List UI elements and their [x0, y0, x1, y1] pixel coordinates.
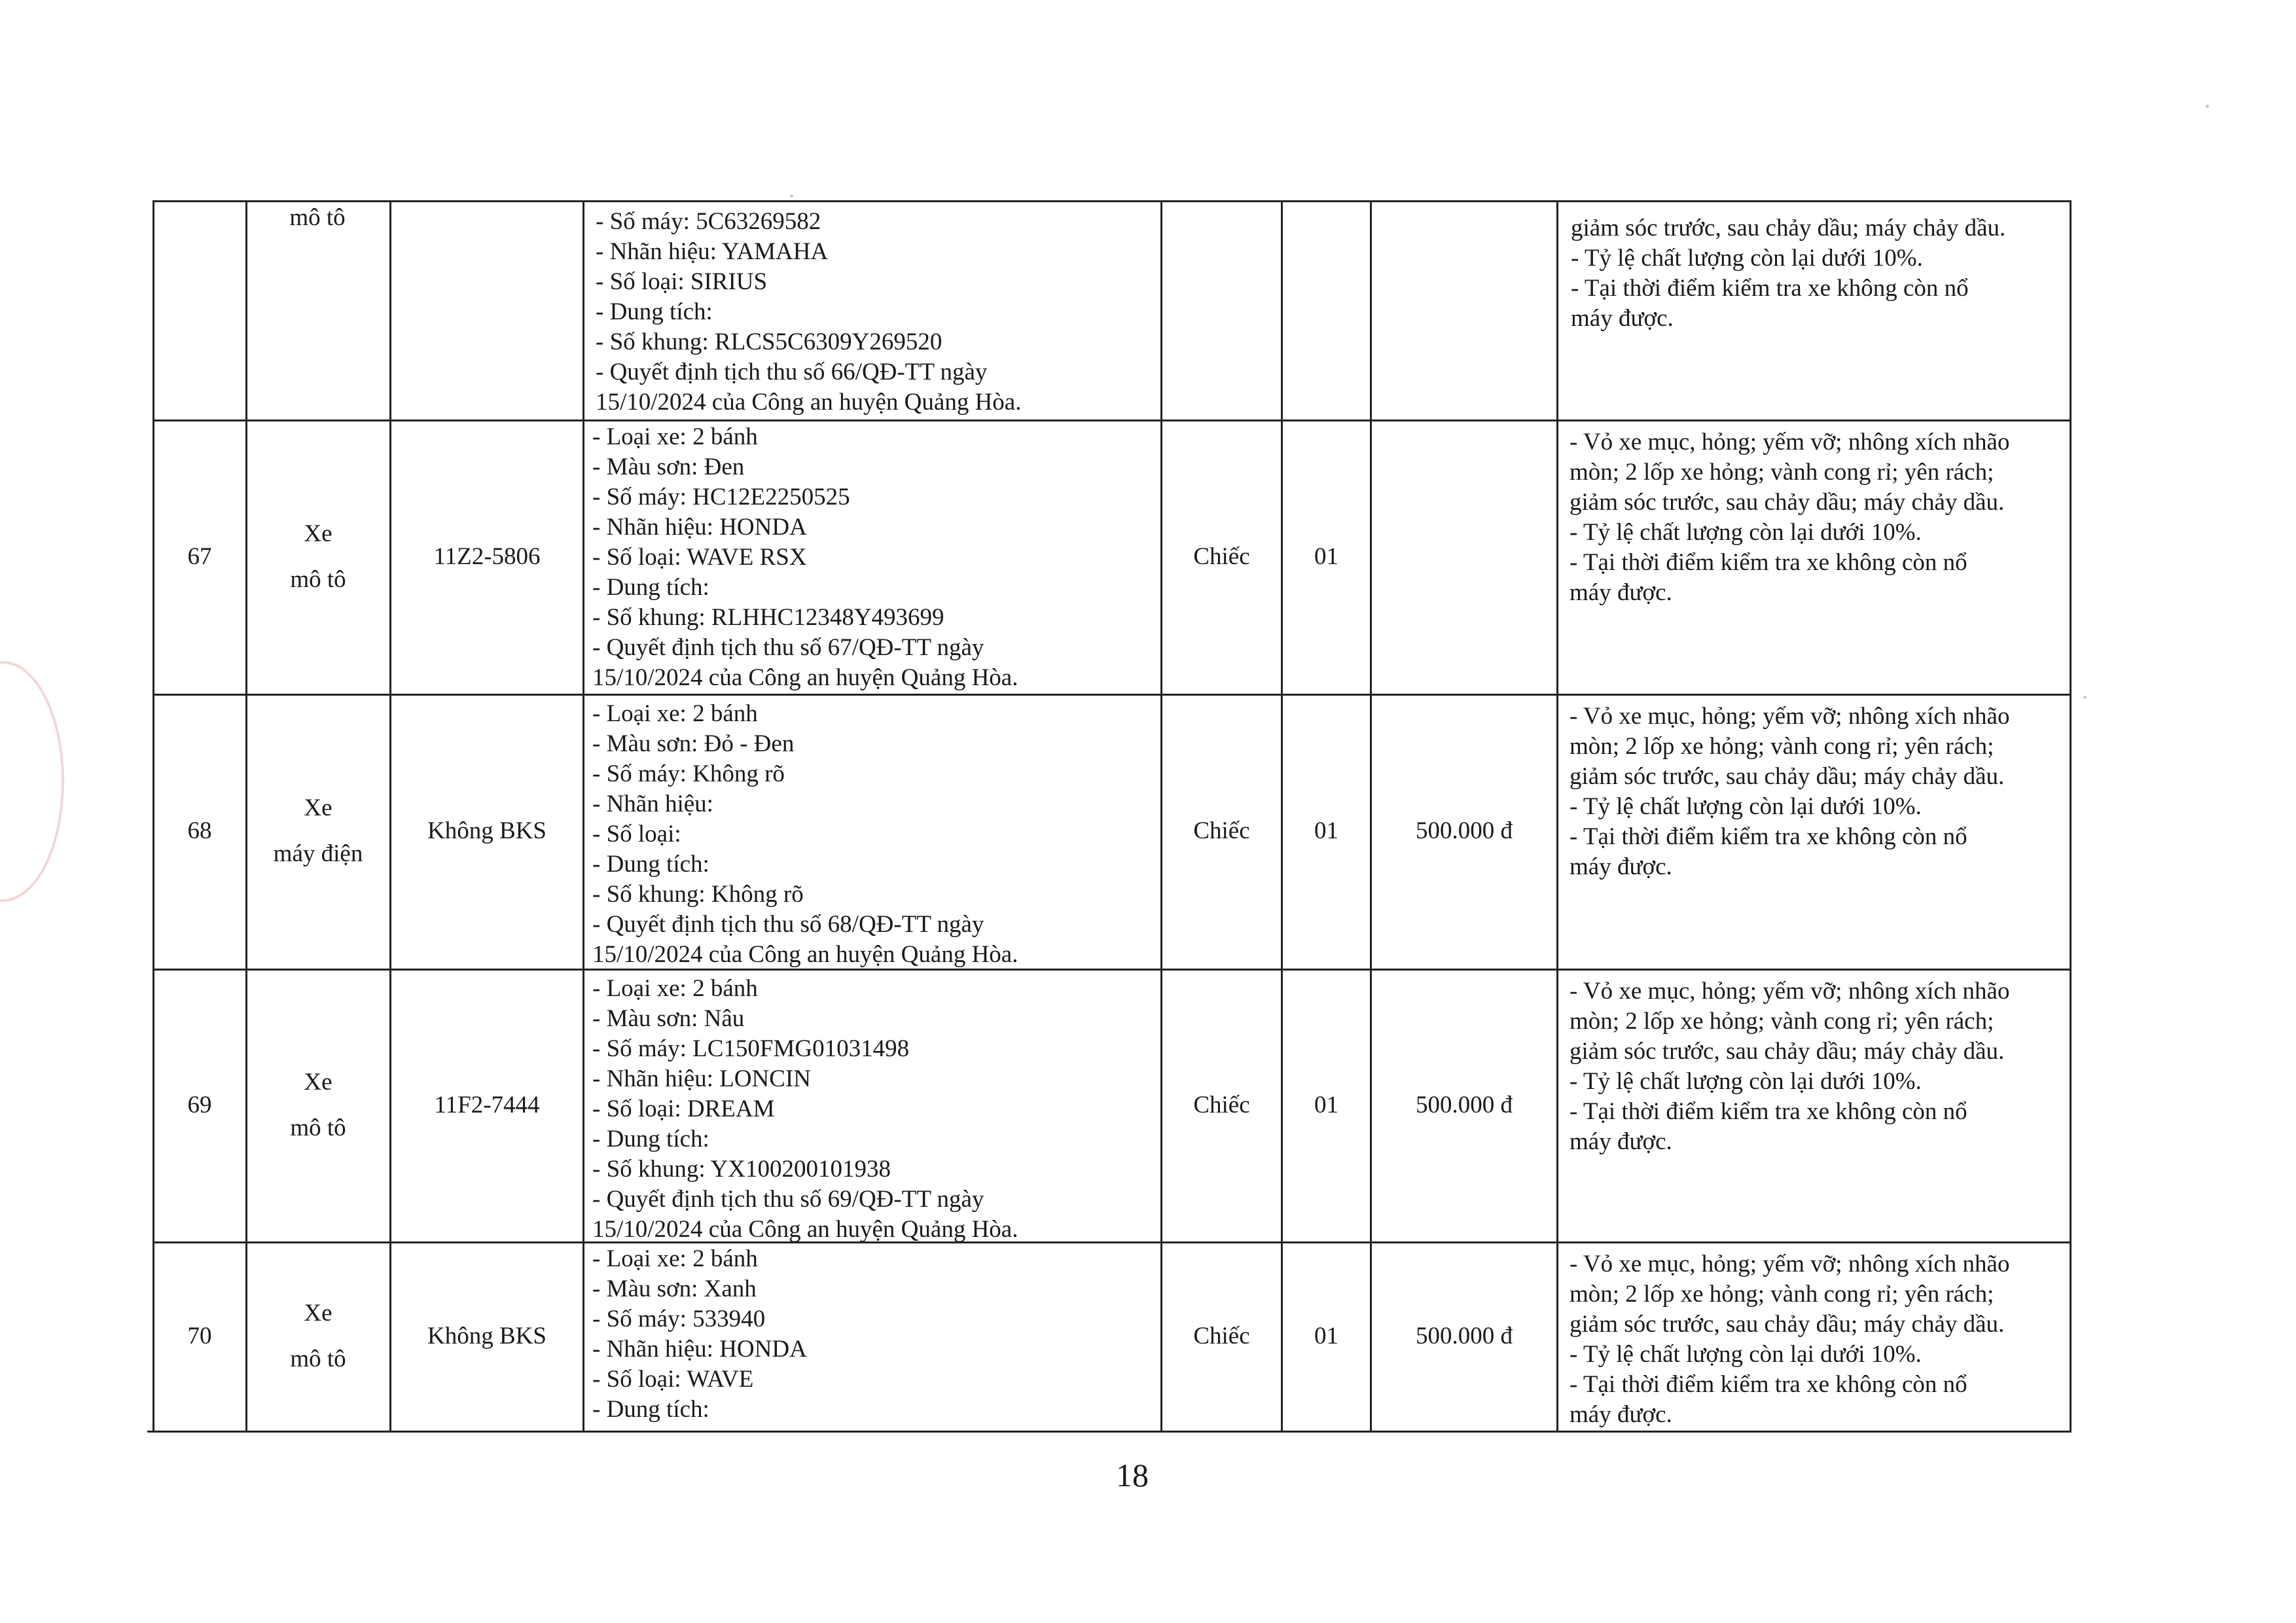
condition-line: giảm sóc trước, sau chảy dầu; máy chảy dầu. — [1570, 1311, 2005, 1338]
plate-cell — [391, 419, 583, 694]
price-cell — [1372, 694, 1556, 969]
price: 500.000 đ — [1416, 817, 1513, 844]
condition-line: mòn; 2 lốp xe hỏng; vành cong rỉ; yên rách; — [1570, 1008, 1994, 1035]
description-line: - Số máy: Không rõ — [592, 760, 785, 787]
license-plate: Không BKS — [427, 1322, 547, 1349]
description-line: - Số máy: 533940 — [592, 1306, 766, 1332]
qty-cell — [1283, 694, 1370, 969]
stt-cell — [154, 969, 245, 1241]
condition-line: mòn; 2 lốp xe hỏng; vành cong rỉ; yên rách; — [1570, 1281, 1994, 1308]
description-line: - Nhãn hiệu: HONDA — [592, 1336, 807, 1363]
top-row-condition — [1571, 213, 2068, 334]
description-line: - Dung tích: — [592, 1126, 709, 1152]
condition-line: - Vỏ xe mục, hỏng; yếm vỡ; nhông xích nhão — [1570, 1251, 2010, 1277]
condition-line: - Tỷ lệ chất lượng còn lại dưới 10%. — [1570, 1068, 1922, 1095]
description-line: - Loại xe: 2 bánh — [592, 975, 758, 1002]
condition-line: mòn; 2 lốp xe hỏng; vành cong rỉ; yên rách; — [1570, 733, 1994, 760]
price: 500.000 đ — [1416, 1322, 1513, 1349]
description-line: - Số loại: WAVE RSX — [592, 544, 807, 571]
description-line: - Màu sơn: Xanh — [592, 1275, 757, 1302]
description-line: - Màu sơn: Đỏ - Đen — [592, 730, 795, 757]
type-line: mô tô — [290, 565, 346, 593]
description-line: - Số máy: LC150FMG01031498 — [592, 1035, 910, 1062]
description-line: - Nhãn hiệu: HONDA — [592, 514, 807, 541]
license-plate: 11Z2-5806 — [433, 543, 541, 570]
condition-line: - Vỏ xe mục, hỏng; yếm vỡ; nhông xích nhão — [1570, 978, 2010, 1005]
plate-cell — [391, 1241, 583, 1431]
unit-cell — [1162, 1241, 1281, 1431]
row-number: 70 — [187, 1322, 212, 1349]
description-line: 15/10/2024 của Công an huyện Quảng Hòa. — [592, 941, 1018, 968]
condition-cell — [1570, 694, 2068, 969]
unit-cell — [1162, 969, 1281, 1241]
type-line: mô tô — [290, 1114, 346, 1141]
description-line: - Số máy: HC12E2250525 — [592, 484, 850, 510]
condition-line: máy được. — [1570, 1401, 1672, 1428]
license-plate: Không BKS — [427, 817, 547, 844]
unit: Chiếc — [1193, 817, 1250, 844]
type-line: Xe — [304, 794, 332, 821]
price-cell — [1372, 1241, 1556, 1431]
condition-line: - Vỏ xe mục, hỏng; yếm vỡ; nhông xích nhão — [1570, 703, 2010, 730]
price-cell — [1372, 969, 1556, 1241]
quantity: 01 — [1314, 543, 1338, 570]
description-line: - Dung tích: — [592, 851, 709, 878]
description-line: - Dung tích: — [596, 298, 713, 325]
description-line: - Số khung: Không rõ — [592, 881, 804, 908]
qty-cell — [1283, 1241, 1370, 1431]
condition-cell — [1570, 969, 2068, 1241]
quantity: 01 — [1314, 817, 1338, 844]
plate-cell — [391, 969, 583, 1241]
stt-cell — [154, 694, 245, 969]
type-line: Xe — [304, 1299, 332, 1327]
description-line: - Loại xe: 2 bánh — [592, 1245, 758, 1272]
description-cell — [592, 694, 1158, 969]
page-number: 18 — [1116, 1457, 1149, 1493]
description-line: - Loại xe: 2 bánh — [592, 423, 758, 450]
condition-line: - Tỷ lệ chất lượng còn lại dưới 10%. — [1570, 1341, 1922, 1368]
unit: Chiếc — [1193, 1322, 1250, 1349]
top-row-type — [249, 203, 386, 233]
description-line: 15/10/2024 của Công an huyện Quảng Hòa. — [596, 389, 1022, 416]
description-line: - Số loại: SIRIUS — [596, 268, 768, 295]
price: 500.000 đ — [1416, 1091, 1513, 1118]
type-cell — [247, 419, 389, 694]
unit: Chiếc — [1193, 543, 1250, 570]
description-line: - Số loại: DREAM — [592, 1096, 775, 1122]
table-top-border — [152, 200, 2072, 202]
column-divider — [1556, 200, 1558, 1433]
table-bottom-border — [147, 1431, 2072, 1433]
condition-line: máy được. — [1571, 305, 1674, 332]
description-line: - Quyết định tịch thu số 66/QĐ-TT ngày — [596, 359, 988, 385]
condition-line: - Tỷ lệ chất lượng còn lại dưới 10%. — [1570, 793, 1922, 820]
unit-cell — [1162, 419, 1281, 694]
condition-cell — [1570, 419, 2068, 694]
column-divider — [2070, 200, 2072, 1433]
description-line: - Số khung: RLCS5C6309Y269520 — [596, 329, 942, 355]
description-cell — [592, 1241, 1158, 1431]
condition-line: máy được. — [1570, 1128, 1672, 1155]
description-line: - Số loại: — [592, 821, 681, 847]
stt-cell — [154, 419, 245, 694]
column-divider — [583, 200, 584, 1433]
condition-line: - Tại thời điểm kiểm tra xe không còn nổ — [1570, 1371, 1967, 1398]
description-line: - Quyết định tịch thu số 68/QĐ-TT ngày — [592, 911, 984, 938]
condition-line: giảm sóc trước, sau chảy dầu; máy chảy dầu. — [1570, 1038, 2005, 1065]
condition-line: máy được. — [1570, 853, 1672, 880]
top-row-description — [596, 207, 1158, 418]
condition-line: - Tỷ lệ chất lượng còn lại dưới 10%. — [1570, 519, 1922, 546]
quantity: 01 — [1314, 1322, 1338, 1349]
quantity: 01 — [1314, 1091, 1338, 1118]
type-line: mô tô — [289, 204, 346, 231]
description-line: - Dung tích: — [592, 1396, 709, 1423]
description-line: - Dung tích: — [592, 574, 709, 601]
condition-line: giảm sóc trước, sau chảy dầu; máy chảy dầu. — [1570, 763, 2005, 790]
row-number: 68 — [187, 817, 212, 844]
type-line: mô tô — [290, 1345, 346, 1372]
condition-line: mòn; 2 lốp xe hỏng; vành cong rỉ; yên rách; — [1570, 459, 1994, 486]
qty-cell — [1283, 969, 1370, 1241]
type-cell — [247, 969, 389, 1241]
plate-cell — [391, 694, 583, 969]
description-cell — [592, 969, 1158, 1241]
unit-cell — [1162, 694, 1281, 969]
description-line: - Số máy: 5C63269582 — [596, 208, 821, 235]
price-cell — [1372, 419, 1556, 694]
condition-line: - Tỷ lệ chất lượng còn lại dưới 10%. — [1571, 245, 1923, 272]
description-line: - Nhãn hiệu: LONCIN — [592, 1065, 811, 1092]
condition-line: máy được. — [1570, 579, 1672, 606]
row-number: 69 — [187, 1091, 212, 1118]
condition-cell — [1570, 1241, 2068, 1431]
type-line: Xe — [304, 1068, 332, 1096]
type-cell — [247, 1241, 389, 1431]
type-line: Xe — [304, 520, 332, 547]
unit: Chiếc — [1193, 1091, 1250, 1118]
condition-line: giảm sóc trước, sau chảy dầu; máy chảy dầu. — [1571, 215, 2006, 241]
qty-cell — [1283, 419, 1370, 694]
description-line: - Loại xe: 2 bánh — [592, 700, 758, 727]
description-line: - Số khung: YX100200101938 — [592, 1156, 891, 1183]
description-cell — [592, 419, 1158, 694]
description-line: - Số loại: WAVE — [592, 1366, 754, 1393]
description-line: - Quyết định tịch thu số 67/QĐ-TT ngày — [592, 634, 984, 661]
license-plate: 11F2-7444 — [434, 1091, 540, 1118]
condition-line: - Tại thời điểm kiểm tra xe không còn nổ — [1570, 549, 1967, 576]
description-line: - Quyết định tịch thu số 69/QĐ-TT ngày — [592, 1186, 984, 1213]
type-cell — [247, 694, 389, 969]
condition-line: - Tại thời điểm kiểm tra xe không còn nổ — [1570, 1098, 1967, 1125]
description-line: - Màu sơn: Đen — [592, 454, 745, 480]
row-number: 67 — [187, 543, 212, 570]
description-line: - Màu sơn: Nâu — [592, 1005, 745, 1032]
stt-cell — [154, 1241, 245, 1431]
condition-line: - Vỏ xe mục, hỏng; yếm vỡ; nhông xích nhão — [1570, 429, 2010, 455]
condition-line: - Tại thời điểm kiểm tra xe không còn nổ — [1570, 823, 1967, 850]
condition-line: giảm sóc trước, sau chảy dầu; máy chảy dầu. — [1570, 489, 2005, 516]
description-line: 15/10/2024 của Công an huyện Quảng Hòa. — [592, 1216, 1018, 1243]
description-line: - Nhãn hiệu: YAMAHA — [596, 238, 829, 265]
type-line: máy điện — [273, 840, 363, 867]
condition-line: - Tại thời điểm kiểm tra xe không còn nổ — [1571, 275, 1969, 302]
description-line: 15/10/2024 của Công an huyện Quảng Hòa. — [592, 664, 1018, 691]
description-line: - Nhãn hiệu: — [592, 791, 713, 817]
description-line: - Số khung: RLHHC12348Y493699 — [592, 604, 944, 631]
